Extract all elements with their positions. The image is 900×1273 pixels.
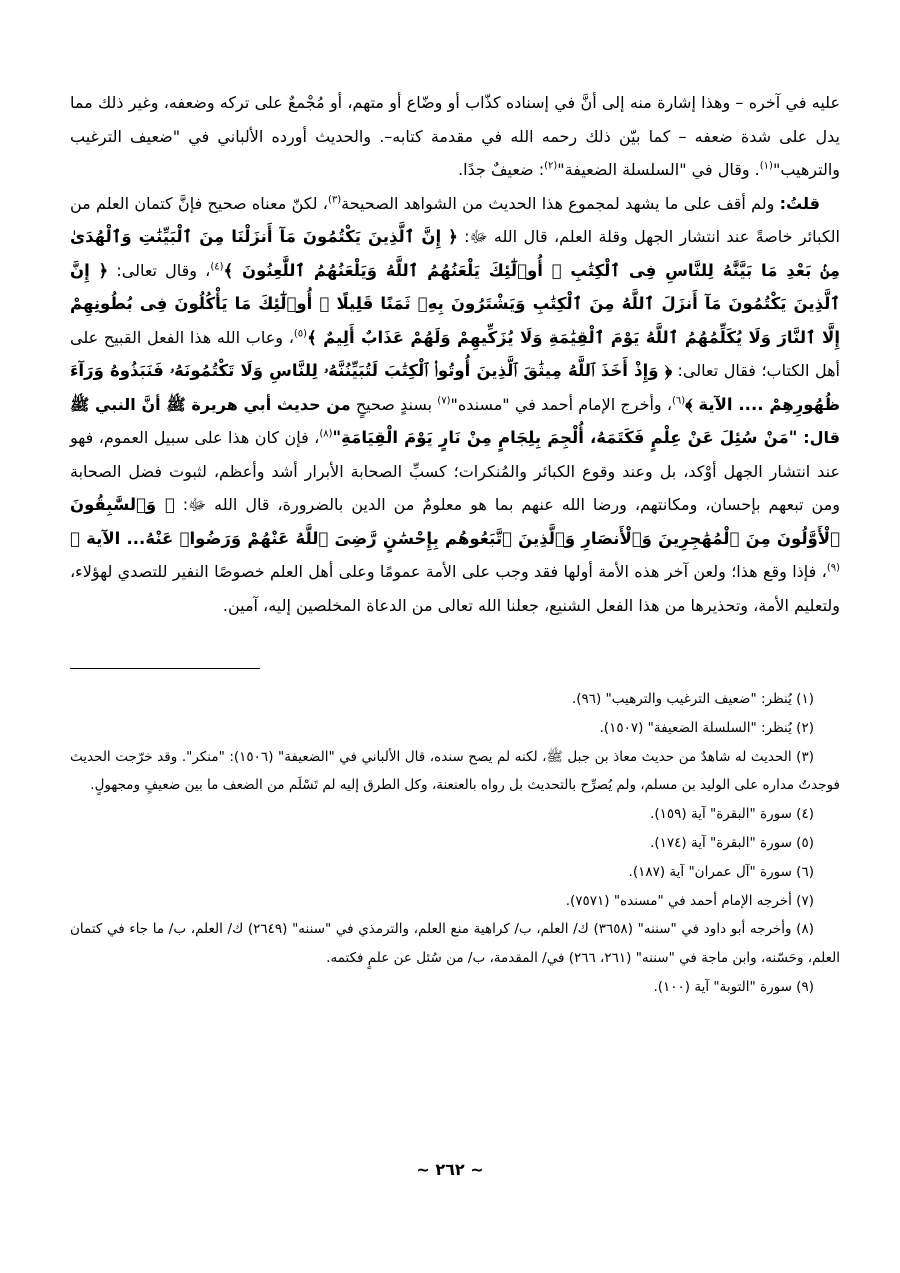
quran-verse: ﴿ إِنَّ ٱلَّذِينَ يَكْتُمُونَ مَآ أَنزَلْنَا مِنَ ٱلْبَيِّنَٰتِ وَٱلْهُدَىٰ مِنۢ بَعْدِ مَا بَيَّنَّٰهُ لِلنَّاسِ فِى ٱلْكِتَٰبِ ۙ أُو۟لَٰٓئِكَ يَلْعَنُهُمُ ٱللَّهُ وَيَلْعَنُهُمُ ٱللَّٰعِنُونَ ﴾ (70, 227, 840, 280)
quran-verse: ﴿ إِنَّ ٱلَّذِينَ يَكْتُمُونَ مَآ أَنزَلَ ٱللَّهُ مِنَ ٱلْكِتَٰبِ وَيَشْتَرُونَ بِهِۦ ثَمَنًا قَلِيلًا ۙ أُو۟لَٰٓئِكَ مَا يَأْكُلُونَ فِى بُطُونِهِمْ إِلَّا ٱلنَّارَ وَلَا يُكَلِّمُهُمُ ٱللَّهُ يَوْمَ ٱلْقِيَٰمَةِ وَلَا يُزَكِّيهِمْ وَلَهُمْ عَذَابٌ أَلِيمٌ ﴾ (70, 260, 840, 347)
footnote-ref: (٥) (293, 328, 308, 340)
hadith-text: "مَنْ سُئِلَ عَنْ عِلْمٍ فَكَتَمَهُ، أُلْجِمَ بِلِجَامٍ مِنْ نَارٍ يَوْمَ الْقِيَامَةِ" (332, 428, 798, 447)
footnote-4: (٤) سورة "البقرة" آية (١٥٩). (650, 806, 814, 823)
footnote-ref: (٧) (437, 395, 451, 407)
text-run: . وقال في "السلسلة الضعيفة" (557, 160, 760, 179)
text-run: ، وقال تعالى: (108, 260, 211, 280)
footnote-ref: (٨) (319, 428, 333, 440)
document-page (70, 86, 840, 1002)
footnote-separator-wrap (70, 622, 840, 685)
footnote-ref: (٢) (544, 160, 558, 172)
text-run: عليه في آخره – وهذا إشارة منه إلى أنَّ في إسناده كذّاب أو وضّاع أو متهم، أو مُجْمعٌ على تركه وضعفه، وغير ذلك مما يدل على شدة ضعفه – كما بيّن ذلك رحمه الله في مقدمة كتابه–. والحديث أورده الألباني في "ضعيف الترغيب والترهيب" (70, 93, 840, 179)
text-run: ، وأخرج الإمام أحمد في "مسنده" (450, 394, 673, 414)
footnote-7: (٧) أخرجه الإمام أحمد في "مسنده" (٧٥٧١). (565, 892, 814, 909)
text-run: ، لكنّ معناه صحيح فإنَّ كتمان العلم من الكبائر خاصةً عند انتشار الجهل وقلة العلم، قال الله ﷻ: (70, 193, 840, 246)
footnote-ref: (٩) (826, 562, 840, 574)
paragraph-1 (70, 86, 840, 187)
footnote-5: (٥) سورة "البقرة" آية (١٧٤). (650, 834, 814, 851)
footnote-ref: (٤) (210, 261, 224, 273)
page-number: ~ ٢٦٢ ~ (416, 1160, 484, 1179)
footnote-ref: (١) (759, 160, 773, 172)
text-run: ولم أقف على ما يشهد لمجموع هذا الحديث من الشواهد الصحيحة (341, 193, 780, 213)
footnote-9: (٩) سورة "التوبة" آية (١٠٠). (653, 978, 814, 995)
text-run: بسندٍ صحيحٍ (350, 394, 438, 414)
footnote-ref: (٣) (327, 194, 342, 206)
text-run: ، فإذا وقع هذا؛ ولعن آخر هذه الأمة أولها فقد وجب على الأمة عمومًا وعلى أهل العلم خصوصًا النفير للتصدي لهؤلاء، ولتعليم الأمة، وتحذيرها من هذا الفعل الشنيع، جعلنا الله تعالى من الدعاة المخلصين إليه، آمين. (70, 562, 840, 615)
text-run: ، فإن كان هذا على سبيل العموم، فهو عند انتشار الجهل أوْكد، بل وعند وقوع الكبائر والمُنكرات؛ كسبِّ الصحابة الأبرار أشد وأعظم، لثبوت فضل الصحابة ومن تبعهم بإحسان، ومكانتهم، ورضا الله عنهم بما هو معلومٌ من الدين بالضرورة، قال الله ﷻ: (70, 428, 841, 514)
paragraph-2 (70, 187, 840, 623)
footnote-8: (٨) وأخرجه أبو داود في "سننه" (٣٦٥٨) ك/ العلم، ب/ كراهية منع العلم، والترمذي في "سننه" (٢٦٤٩) ك/ العلم، ب/ ما جاء في كتمان العلم، وحَسّنه، وابن ماجة في "سننه" (٢٦١، ٢٦٦) في/ المقدمة، ب/ من سُئل عن علمٍ فكتمه. (70, 921, 840, 967)
footnote-3: (٣) الحديث له شاهدٌ من حديث معاذ بن جبل ﷺ، لكنه لم يصح سنده، قال الألباني في "الضعيفة" (١٥٠٦): "منكر". وقد خرّجت الحديث فوجدتُ مداره على الوليد بن مسلم، ولم يُصرِّح بالتحديث بل رواه بالعنعنة، وكل الطرق إليه لم تَسْلَم من الضعف ما بين ضعيفٍ ومجهولٍ. (70, 748, 840, 794)
main-text (70, 86, 840, 622)
footnote-1: (١) يُنظر: "ضعيف الترغيب والترهيب" (٩٦). (571, 691, 814, 707)
quran-verse: ﴿ وَإِذْ أَخَذَ ٱللَّهُ مِيثَٰقَ ٱلَّذِينَ أُوتُوا۟ ٱلْكِتَٰبَ لَتُبَيِّنُنَّهُۥ لِلنَّاسِ وَلَا تَكْتُمُونَهُۥ فَنَبَذُوهُ وَرَآءَ ظُهُورِهِمْ .... الآية ﴾ (70, 361, 841, 414)
footnote-6: (٦) سورة "آل عمران" آية (١٨٧). (628, 863, 814, 880)
hadith-intro: من حديث أبي هريرة ﷺ أنَّ النبي ﷺ قال: (70, 394, 840, 447)
footnote-2: (٢) يُنظر: "السلسلة الضعيفة" (١٥٠٧). (599, 719, 814, 736)
footnote-ref: (٦) (672, 395, 686, 407)
footnotes (70, 685, 840, 1002)
quran-verse: ﴿ وَٱلسَّٰبِقُونَ ٱلْأَوَّلُونَ مِنَ ٱلْمُهَٰجِرِينَ وَٱلْأَنصَارِ وَٱلَّذِينَ ٱتَّبَعُوهُم بِإِحْسَٰنٍ رَّضِىَ ٱللَّهُ عَنْهُمْ وَرَضُوا۟ عَنْهُ... الآية ﴾ (70, 495, 840, 548)
footnote-separator (70, 668, 260, 669)
qultu-label: قلتُ: (779, 193, 820, 213)
text-run: ، وعاب الله هذا الفعل القبيح على أهل الكتاب؛ فقال تعالى: (70, 327, 840, 380)
text-run: : ضعيفٌ جدًا. (458, 160, 545, 179)
